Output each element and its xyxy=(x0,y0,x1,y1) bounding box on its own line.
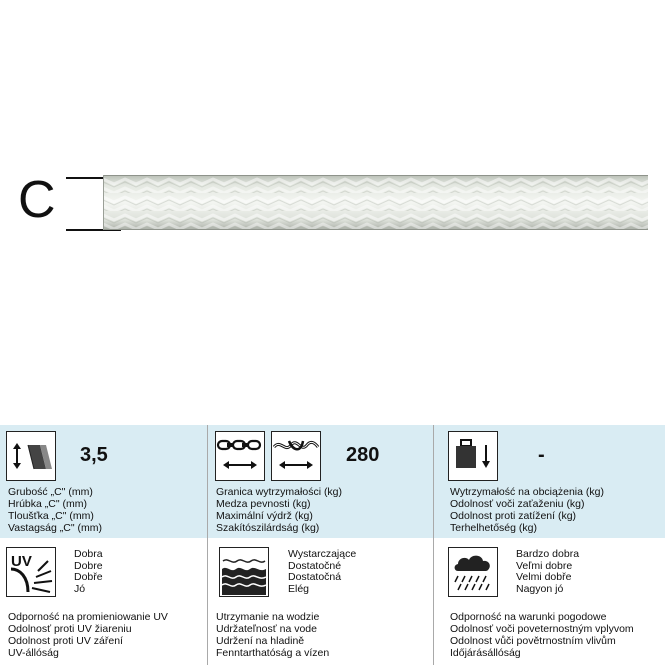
breaking-strength-label-sk: Medza pevnosti (kg) xyxy=(216,498,311,510)
water-rating-levels xyxy=(288,549,356,595)
column-divider xyxy=(433,425,434,665)
thickness-value: 3,5 xyxy=(80,444,108,466)
uv-level-hu: Jó xyxy=(74,582,86,595)
weather-label-pl: Odporność na warunki pogodowe xyxy=(450,611,607,623)
rope-photo xyxy=(103,175,648,230)
water-label-cz: Udržení na hladině xyxy=(216,635,305,647)
water-level-pl: Wystarczające xyxy=(288,548,357,560)
uv-label-sk: Odolnosť proti UV žiareniu xyxy=(8,623,132,635)
weather-level-hu: Nagyon jó xyxy=(516,582,564,595)
uv-sun-icon xyxy=(6,547,56,597)
load-resistance-labels xyxy=(450,486,604,534)
thickness-labels xyxy=(8,486,102,534)
weather-label-hu: Időjárásállóság xyxy=(450,647,521,659)
water-level-sk: Dostatočné xyxy=(288,559,342,572)
water-labels xyxy=(216,611,329,659)
water-label-sk: Udržateľnosť na vode xyxy=(216,623,317,635)
weather-label-sk: Odolnosť voči poveternostným vplyvom xyxy=(450,623,634,635)
load-resistance-label-pl: Wytrzymałość na obciążenia (kg) xyxy=(450,486,604,498)
uv-level-cz: Dobře xyxy=(74,571,103,584)
thickness-label-pl: Grubość „C" (mm) xyxy=(8,486,93,498)
breaking-strength-label-pl: Granica wytrzymałości (kg) xyxy=(216,486,343,498)
breaking-strength-labels xyxy=(216,486,342,534)
spec-panel xyxy=(0,425,665,665)
water-level-hu: Elég xyxy=(288,582,310,595)
thickness-arrows-icon xyxy=(6,431,56,481)
weather-level-sk: Veľmi dobre xyxy=(516,559,573,572)
uv-level-pl: Dobra xyxy=(74,548,103,560)
dimension-marker xyxy=(18,170,113,240)
water-waves-icon xyxy=(219,547,269,597)
weight-down-icon xyxy=(448,431,498,481)
dimension-marker-letter: C xyxy=(18,171,56,229)
weather-level-cz: Velmi dobře xyxy=(516,571,572,584)
uv-label-hu: UV-állóság xyxy=(8,647,59,659)
uv-label-cz: Odolnost proti UV záření xyxy=(8,635,123,647)
load-resistance-label-cz: Odolnost proti zatížení (kg) xyxy=(450,510,577,522)
weather-level-pl: Bardzo dobra xyxy=(516,548,580,560)
load-resistance-label-sk: Odolnosť voči zaťaženiu (kg) xyxy=(450,498,585,510)
water-level-cz: Dostatočná xyxy=(288,571,342,584)
uv-rating-levels xyxy=(74,549,103,595)
weather-labels xyxy=(450,611,634,659)
breaking-strength-label-hu: Szakítószilárdság (kg) xyxy=(216,522,320,534)
weather-rating-levels xyxy=(516,549,579,595)
load-resistance-value: - xyxy=(538,444,545,466)
thickness-label-sk: Hrúbka „C" (mm) xyxy=(8,498,87,510)
load-resistance-label-hu: Terhelhetőség (kg) xyxy=(450,522,537,534)
water-label-hu: Fenntarthatóság a vízen xyxy=(216,647,330,659)
uv-level-sk: Dobre xyxy=(74,559,103,572)
rope-knot-pull-icon xyxy=(271,431,321,481)
svg-text:UV: UV xyxy=(11,553,32,570)
uv-label-pl: Odporność na promieniowanie UV xyxy=(8,611,168,623)
weather-label-cz: Odolnost vůči povětrnostním vlivům xyxy=(450,635,616,647)
thickness-label-cz: Tloušťka „C" (mm) xyxy=(8,510,94,522)
breaking-strength-value: 280 xyxy=(346,444,380,466)
thickness-label-hu: Vastagság „C" (mm) xyxy=(8,522,102,534)
chain-pull-icon xyxy=(215,431,265,481)
rain-cloud-icon xyxy=(448,547,498,597)
column-divider xyxy=(207,425,208,665)
uv-labels xyxy=(8,611,168,659)
water-label-pl: Utrzymanie na wodzie xyxy=(216,611,320,623)
breaking-strength-label-cz: Maximální výdrž (kg) xyxy=(216,510,313,522)
